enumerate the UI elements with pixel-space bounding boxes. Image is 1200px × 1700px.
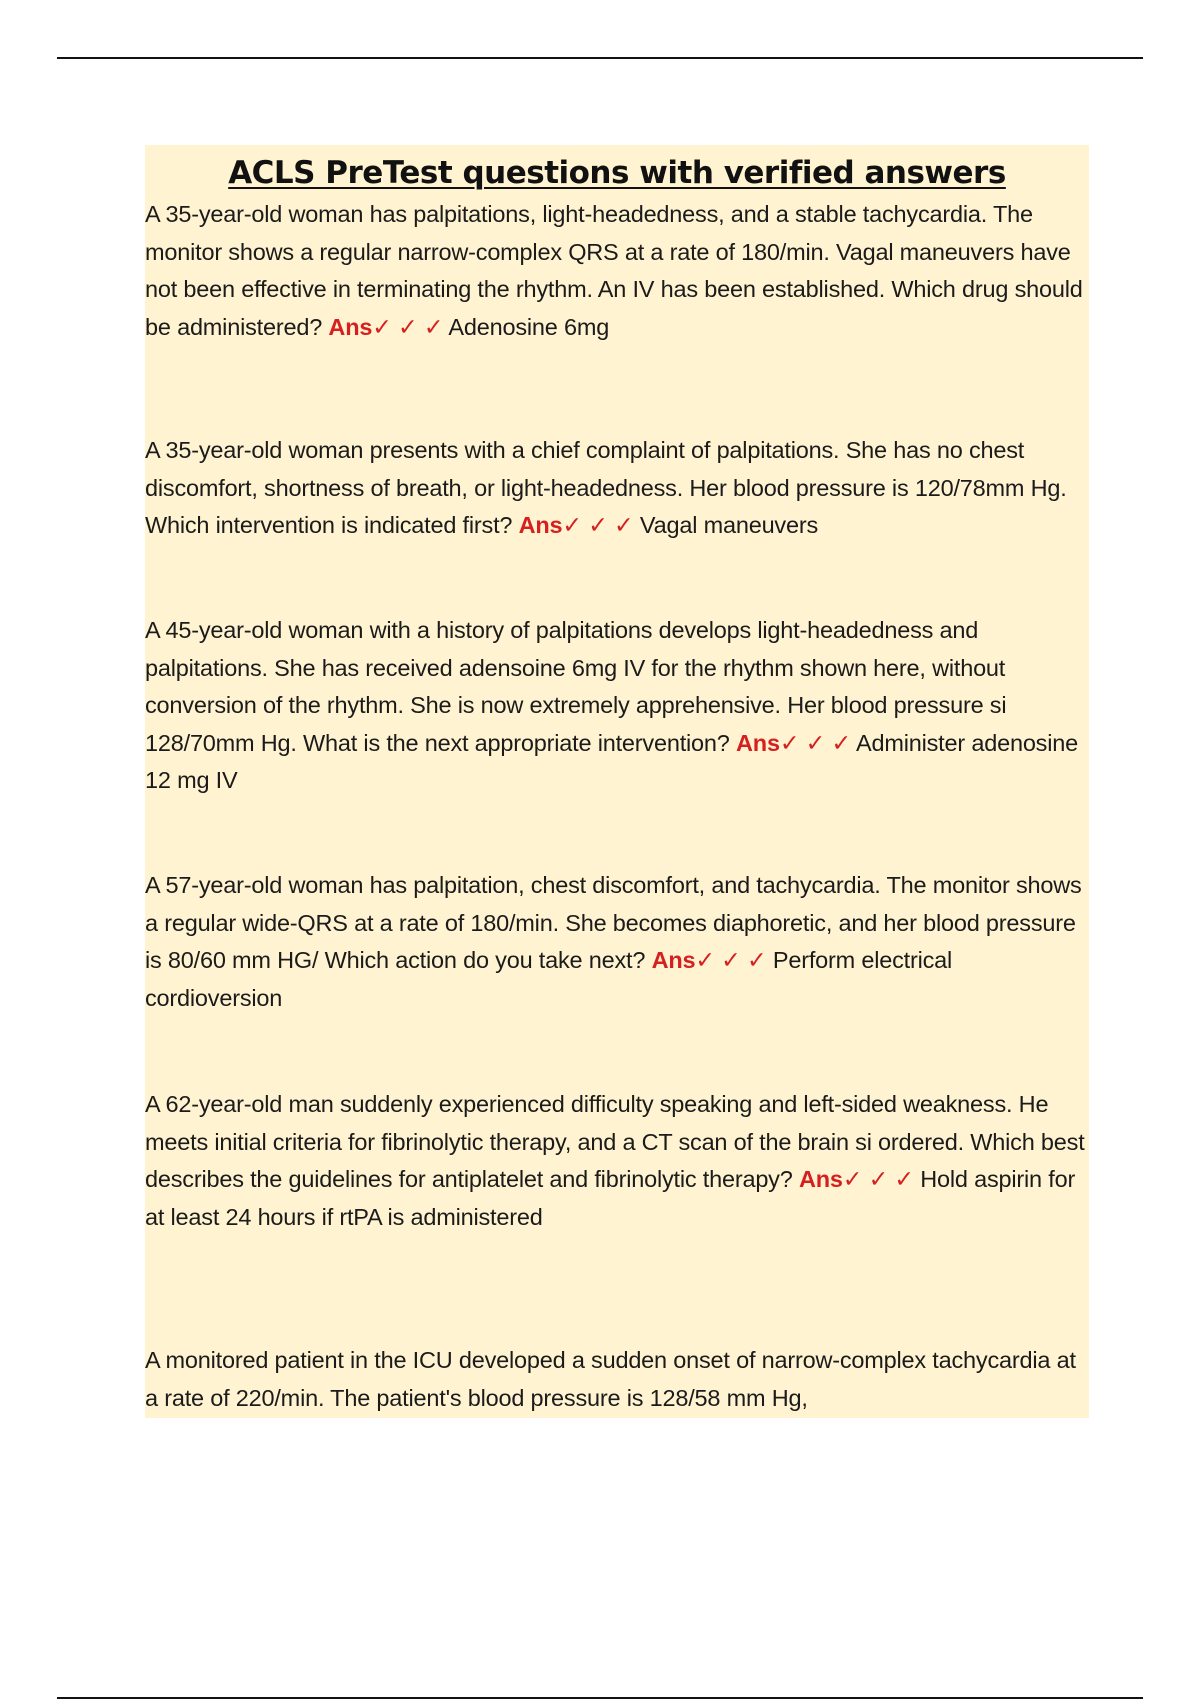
question-text: A 35-year-old woman presents with a chief complaint of palpitations. She has no chest discomfort, shortness of breath, or light-headedness. Her blood pressure is 120/78mm Hg. Which intervention is indicated first? — [145, 437, 1067, 538]
check-marks: ✓ ✓ ✓ — [372, 313, 444, 340]
answer-marker: Ans — [798, 1166, 843, 1192]
qa-item-2 — [145, 432, 1089, 545]
answer-text: Vagal maneuvers — [639, 512, 819, 538]
answer-marker: Ans — [736, 729, 780, 756]
check-marks: ✓ ✓ ✓ — [842, 1166, 914, 1192]
qa-item-3 — [145, 612, 1089, 800]
qa-item-6 — [145, 1342, 1089, 1417]
qa-item-5 — [145, 1086, 1089, 1236]
question-text: A monitored patient in the ICU developed a sudden onset of narrow-complex tachycardia at a rate of 220/min. The patient's blood pressure is 128/58 mm Hg, — [145, 1347, 1076, 1411]
document-body — [145, 145, 1089, 1418]
check-marks: ✓ ✓ ✓ — [779, 729, 851, 756]
header-rule — [57, 57, 1143, 59]
answer-text: Administer adenosine 12 mg IV — [145, 729, 1078, 793]
answer-text: Hold aspirin for at least 24 hours if rtPA is administered — [145, 1166, 1076, 1230]
check-marks: ✓ ✓ ✓ — [695, 947, 767, 973]
question-text: A 62-year-old man suddenly experienced difficulty speaking and left-sided weakness. He meets initial criteria for fibrinolytic therapy, and a CT scan of the brain si ordered. Which best describes the guidelines for antiplatelet and fibrinolytic therapy? — [145, 1091, 1085, 1192]
document-title: ACLS PreTest questions with verified answers — [228, 155, 1006, 191]
answer-marker: Ans — [328, 313, 373, 340]
question-text: A 57-year-old woman has palpitation, chest discomfort, and tachycardia. The monitor shows a regular wide-QRS at a rate of 180/min. She becomes diaphoretic, and her blood pressure is 80/60 mm HG/ Which action do you take next? — [145, 872, 1082, 973]
qa-item-4 — [145, 867, 1089, 1017]
question-text: A 35-year-old woman has palpitations, light-headedness, and a stable tachycardia. The monitor shows a regular narrow-complex QRS at a rate of 180/min. Vagal maneuvers have not been effective in terminating the rhythm. An IV has been established. Which drug should be administered? — [145, 201, 1083, 340]
footer-rule — [57, 1697, 1143, 1699]
question-text: A 45-year-old woman with a history of palpitations develops light-headedness and palpitations. She has received adensoine 6mg IV for the rhythm shown here, without conversion of the rhythm. She is now extremely apprehensive. Her blood pressure si 128/70mm Hg. What is the next appropriate intervention? — [145, 617, 1007, 756]
answer-marker: Ans — [651, 947, 696, 973]
answer-text: Perform electrical cordioversion — [145, 947, 953, 1011]
answer-text: Adenosine 6mg — [448, 313, 610, 340]
check-marks: ✓ ✓ ✓ — [562, 512, 634, 538]
qa-item-1 — [145, 196, 1089, 346]
answer-marker: Ans — [518, 512, 563, 538]
